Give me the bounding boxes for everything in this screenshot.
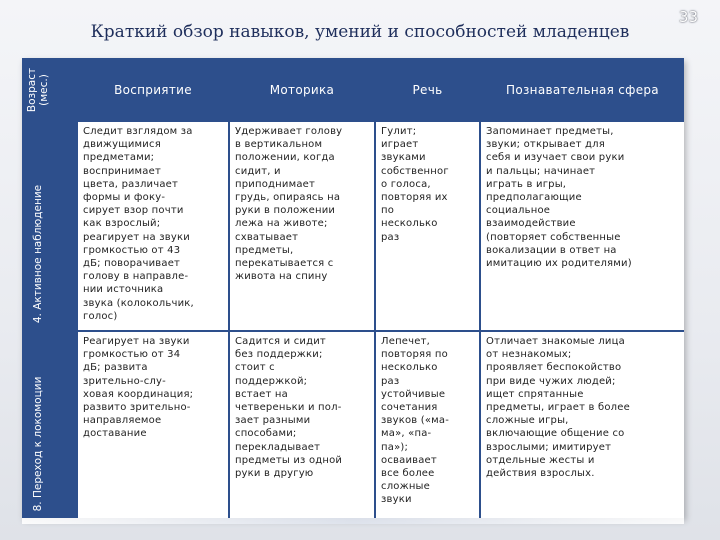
column-header-motor: Моторика (269, 83, 335, 97)
column-header-perception: Восприятие (114, 83, 192, 97)
row-label-4-months: 4. Активное наблюдение (32, 184, 44, 324)
column-header-cognitive: Познавательная сфера (506, 83, 659, 97)
cell-text: Отличает знакомые лица от незнакомых; проявляет беспокойство при виде чужих людей; ищет спрятанные предметы, играет в более сложные игры, включающие общение со взрослыми; имитирует отдельные жесты и действия взрослых. (486, 336, 630, 480)
skills-table (22, 58, 684, 518)
cell-text: Гулит; играет звуками собственног о голоса, повторяя их по несколько раз (381, 126, 449, 243)
column-header-speech: Речь (412, 83, 443, 97)
cell-motor-8 (230, 332, 374, 518)
cell-text: Садится и сидит без поддержки; стоит с поддержкой; встает на четвереньки и пол- зает разными способами; перекладывает предметы из одной руки в другую (235, 336, 343, 480)
age-header-text: Возраст (мес.) (26, 67, 50, 113)
cell-text: Лепечет, повторяя по несколько раз устойчивые сочетания звуков («ма- ма», «па- па»); осваивает все более сложные звуки (381, 336, 450, 506)
cell-speech-4 (376, 122, 479, 330)
row-label-8-months: 8. Переход к локомоции (32, 376, 44, 512)
cell-cognitive-4 (481, 122, 684, 330)
cell-text: Запоминает предметы, звуки; открывает для себя и изучает свои руки и пальцы; начинает играть в игры, предполагающие социальное взаимодействие (повторяет собственные вокализации в ответ на имитацию их родителями) (486, 126, 632, 270)
slide-title: Краткий обзор навыков, умений и способностей младенцев (90, 22, 630, 42)
cell-text: Удерживает голову в вертикальном положении, когда сидит, и приподнимает грудь, опираясь на руки в положении лежа на животе; схватывает предметы, перекатывается с живота на спину (235, 126, 343, 283)
cell-perception-8 (78, 332, 228, 518)
cell-speech-8 (376, 332, 479, 518)
page-number: 33 (678, 8, 698, 26)
cell-motor-4 (230, 122, 374, 330)
cell-text: Следит взглядом за движущимися предметами; воспринимает цвета, различает формы и фоку- сирует взор почти как взрослый; реагирует на звуки громкостью от 43 дБ; поворачивает голову в направле- нии источника звука (колокольчик, голос) (83, 126, 194, 322)
age-column-header (26, 60, 50, 120)
cell-perception-4 (78, 122, 228, 330)
cell-cognitive-8 (481, 332, 684, 518)
cell-text: Реагирует на звуки громкостью от 34 дБ; развита зрительно-слу- ховая координация; развито зрительно- направляемое доставание (83, 336, 194, 440)
